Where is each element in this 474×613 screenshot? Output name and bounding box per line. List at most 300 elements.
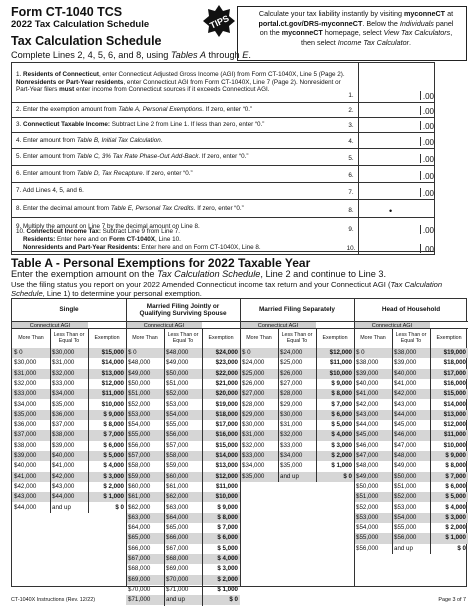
table-row [126, 389, 240, 399]
line-number: 1. [348, 92, 354, 100]
table-row [240, 410, 354, 420]
table-row [240, 430, 354, 440]
table-row [126, 420, 240, 430]
table-row [12, 389, 126, 399]
column-divider [88, 329, 89, 513]
table-row [12, 400, 126, 410]
line-number: 6. [348, 172, 354, 180]
more-than-cell: $27,000 [242, 390, 265, 398]
column-header-exemption: Exemption [94, 334, 120, 341]
less-than-cell: $50,000 [166, 369, 189, 377]
more-than-cell: $26,000 [242, 379, 265, 387]
line-1-amount-field[interactable] [358, 63, 436, 102]
more-than-cell: $31,000 [242, 431, 265, 439]
more-than-cell: $55,000 [356, 534, 379, 542]
more-than-cell: $67,000 [128, 555, 151, 562]
table-row [12, 503, 126, 513]
table-row [240, 451, 354, 461]
more-than-cell: $32,000 [242, 441, 265, 449]
more-than-cell: $48,000 [128, 359, 151, 367]
less-than-cell: $54,000 [394, 513, 417, 521]
cents: .00 [422, 92, 434, 102]
exemption-cell: $ 2,000 [445, 524, 466, 532]
table-row [126, 400, 240, 410]
table-row [126, 482, 240, 492]
table-row [12, 420, 126, 430]
table-row [240, 400, 354, 410]
table-a-title: Table A - Personal Exemptions for 2022 Taxable Year [11, 256, 311, 270]
less-than-cell: $48,000 [394, 452, 417, 459]
less-than-cell: $40,000 [52, 452, 75, 459]
exemption-cell: $17,000 [215, 421, 238, 429]
schedule-line-7 [12, 183, 434, 200]
table-row [12, 358, 126, 368]
tips-badge-icon [203, 5, 235, 37]
exemption-cell: $ 5,000 [103, 452, 124, 459]
less-than-cell: $65,000 [166, 524, 189, 532]
table-row [354, 513, 468, 523]
less-than-cell: $27,000 [280, 379, 303, 387]
exemption-cell: $ 4,000 [445, 503, 466, 511]
column-divider [392, 329, 393, 554]
line-3-amount-field[interactable] [358, 118, 436, 132]
more-than-cell: $36,000 [14, 421, 37, 429]
exemption-cell: $17,000 [443, 369, 466, 377]
less-than-cell: $32,000 [280, 431, 303, 439]
form-header [11, 6, 149, 30]
line-number: 3. [348, 122, 354, 130]
table-row [240, 379, 354, 389]
table-row [354, 492, 468, 502]
less-than-cell: $42,000 [394, 390, 417, 398]
tip-line-2: portal.ct.gov/DRS-myconneCT. Below the Individuals panel [258, 18, 454, 28]
connecticut-agi-header: Connecticut AGI [354, 321, 430, 329]
connecticut-agi-header: Connecticut AGI [126, 321, 202, 329]
more-than-cell: $46,000 [356, 441, 379, 449]
cents: .00 [422, 107, 434, 117]
more-than-cell: $63,000 [128, 513, 151, 521]
more-than-cell: $49,000 [128, 369, 151, 377]
agi-header-blank [316, 321, 354, 329]
filing-status-group [354, 299, 468, 586]
less-than-cell: $46,000 [394, 431, 417, 439]
exemption-cell: $10,000 [101, 400, 124, 408]
less-than-cell: $39,000 [394, 359, 417, 367]
less-than-cell: $41,000 [52, 462, 75, 470]
cents: .00 [422, 245, 434, 255]
cents: .00 [422, 172, 434, 182]
more-than-cell: $59,000 [128, 472, 151, 480]
line-5-amount-field[interactable] [358, 149, 436, 165]
exemption-cell: $14,000 [215, 452, 238, 459]
less-than-cell: $43,000 [52, 482, 75, 490]
line-2-amount-field[interactable] [358, 103, 436, 117]
column-header-exemption: Exemption [208, 334, 234, 341]
table-row [240, 461, 354, 471]
table-row [354, 461, 468, 471]
less-than-cell: $40,000 [394, 369, 417, 377]
exemption-cell: $14,000 [101, 359, 124, 367]
exemption-cell: $ 0 [115, 503, 124, 511]
more-than-cell: $29,000 [242, 410, 265, 418]
line-7-text: 7. Add Lines 4, 5, and 6. [16, 187, 84, 195]
more-than-cell: $31,000 [14, 369, 37, 377]
exemption-cell: $22,000 [215, 369, 238, 377]
exemption-cell: $ 3,000 [217, 565, 238, 573]
exemption-cell: $ 6,000 [331, 410, 352, 418]
less-than-cell: $67,000 [166, 544, 189, 552]
exemption-cell: $15,000 [101, 349, 124, 356]
less-than-cell: $57,000 [166, 441, 189, 449]
less-than-cell: $35,000 [280, 462, 303, 470]
less-than-cell: $34,000 [280, 452, 303, 459]
more-than-cell: $45,000 [356, 431, 379, 439]
column-header-less-than: Less Than or Equal To [167, 331, 199, 344]
table-row [354, 451, 468, 461]
exemption-cell: $ 5,000 [331, 421, 352, 429]
less-than-cell: $37,000 [52, 421, 75, 429]
more-than-cell: $40,000 [14, 462, 37, 470]
exemption-cell: $15,000 [215, 441, 238, 449]
more-than-cell: $37,000 [14, 431, 37, 439]
more-than-cell: $68,000 [128, 565, 151, 573]
more-than-cell: $30,000 [14, 359, 37, 367]
table-row [12, 441, 126, 451]
more-than-cell: $56,000 [128, 441, 151, 449]
more-than-cell: $35,000 [242, 472, 265, 480]
more-than-cell: $41,000 [356, 390, 379, 398]
more-than-cell: $58,000 [128, 462, 151, 470]
exemption-cell: $ 1,000 [103, 493, 124, 501]
column-header-less-than: Less Than or Equal To [395, 331, 427, 344]
table-row [12, 492, 126, 502]
less-than-cell: $62,000 [166, 493, 189, 501]
line-8-amount-field[interactable] [358, 200, 436, 217]
exemption-cell: $ 2,000 [217, 575, 238, 583]
more-than-cell: $33,000 [14, 390, 37, 398]
exemption-cell: $13,000 [443, 410, 466, 418]
tax-calculation-schedule [11, 62, 435, 255]
exemption-cell: $10,000 [443, 441, 466, 449]
less-than-cell: $24,000 [280, 349, 303, 356]
less-than-cell: $50,000 [394, 472, 417, 480]
table-row [354, 389, 468, 399]
table-row [354, 410, 468, 420]
more-than-cell: $35,000 [14, 410, 37, 418]
table-row [126, 533, 240, 543]
more-than-cell: $47,000 [356, 452, 379, 459]
less-than-cell: $59,000 [166, 462, 189, 470]
less-than-cell: $30,000 [280, 410, 303, 418]
cents: .00 [422, 138, 434, 148]
more-than-cell: $43,000 [356, 410, 379, 418]
table-row [240, 348, 354, 358]
tip-box [237, 6, 467, 61]
schedule-line-10 [12, 225, 434, 255]
table-row [126, 595, 240, 605]
column-header-more-than: More Than [246, 334, 272, 341]
table-row [354, 348, 468, 358]
less-than-cell: $36,000 [52, 410, 75, 418]
group-divider [240, 299, 241, 586]
less-than-cell: $44,000 [394, 410, 417, 418]
exemption-cell: $24,000 [215, 349, 238, 356]
table-row [240, 389, 354, 399]
table-row [126, 575, 240, 585]
filing-status-heading: Head of Household [381, 306, 441, 314]
filing-status-group [126, 299, 240, 604]
filing-status-heading: Married Filing Separately [258, 306, 335, 314]
more-than-cell: $62,000 [128, 503, 151, 511]
more-than-cell: $39,000 [14, 452, 37, 459]
more-than-cell: $24,000 [242, 359, 265, 367]
more-than-cell: $ 0 [242, 349, 251, 356]
exemption-cell: $15,000 [443, 390, 466, 398]
less-than-cell: $39,000 [52, 441, 75, 449]
table-row [12, 472, 126, 482]
more-than-cell: $56,000 [356, 544, 379, 552]
exemption-cell: $ 3,000 [331, 441, 352, 449]
exemption-cell: $ 9,000 [445, 452, 466, 459]
table-row [12, 369, 126, 379]
exemption-cell: $ 7,000 [445, 472, 466, 480]
less-than-cell: and up [394, 544, 413, 552]
line-4-text: 4. Enter amount from Table B, Initial Tax Calculation. [16, 136, 163, 144]
exemption-cell: $10,000 [215, 493, 238, 501]
less-than-cell: $33,000 [280, 441, 303, 449]
more-than-cell: $64,000 [128, 524, 151, 532]
table-row [354, 400, 468, 410]
less-than-cell: $31,000 [52, 359, 75, 367]
exemption-cell: $11,000 [215, 482, 238, 490]
less-than-cell: $61,000 [166, 482, 189, 490]
more-than-cell: $42,000 [356, 400, 379, 408]
more-than-cell: $40,000 [356, 379, 379, 387]
footer-page-number: Page 3 of 7 [438, 597, 466, 603]
group-divider [354, 299, 355, 586]
table-row [12, 430, 126, 440]
column-header-less-than: Less Than or Equal To [281, 331, 313, 344]
filing-status-group [12, 299, 126, 586]
line-10-text: 10. Connecticut Income Tax: Subtract Line 9 from Line 7. Residents: Enter here and on Form CT-1040X, Line 10. Nonresidents and Part-Year Residents: Enter here and on Form CT-1040X, Line 8. [16, 228, 261, 251]
filing-status-heading: Single [59, 306, 79, 314]
connecticut-agi-header: Connecticut AGI [240, 321, 316, 329]
less-than-cell: $38,000 [52, 431, 75, 439]
column-divider [50, 329, 51, 513]
exemption-cell: $ 2,000 [331, 452, 352, 459]
schedule-line-10-block [11, 225, 435, 255]
table-row [354, 523, 468, 533]
exemption-cell: $ 8,000 [331, 390, 352, 398]
less-than-cell: $29,000 [280, 400, 303, 408]
exemption-cell: $ 3,000 [103, 472, 124, 480]
exemption-cell: $ 4,000 [217, 555, 238, 562]
line-number: 5. [348, 155, 354, 163]
table-row [12, 348, 126, 358]
less-than-cell: $63,000 [166, 503, 189, 511]
less-than-cell: $58,000 [166, 452, 189, 459]
line-number: 4. [348, 138, 354, 146]
line-number: 8. [348, 207, 354, 215]
table-row [126, 492, 240, 502]
less-than-cell: $56,000 [166, 431, 189, 439]
line-7-amount-field[interactable] [358, 183, 436, 199]
more-than-cell: $44,000 [14, 503, 37, 511]
cents: .00 [422, 122, 434, 132]
exemption-cell: $12,000 [443, 421, 466, 429]
exemption-cell: $ 7,000 [217, 524, 238, 532]
calc-instruction: Complete Lines 2, 4, 5, 6, and 8, using Tables A through E. [11, 50, 251, 60]
column-divider [316, 329, 317, 482]
table-row [354, 441, 468, 451]
exemption-cell: $ 6,000 [103, 441, 124, 449]
table-row [126, 554, 240, 564]
cents: .00 [422, 155, 434, 165]
table-row [354, 430, 468, 440]
schedule-line-6 [12, 166, 434, 183]
more-than-cell: $ 0 [128, 349, 137, 356]
more-than-cell: $53,000 [356, 513, 379, 521]
more-than-cell: $ 0 [14, 349, 23, 356]
table-row [354, 358, 468, 368]
exemption-cell: $16,000 [443, 379, 466, 387]
exemption-cell: $14,000 [443, 400, 466, 408]
schedule-line-5 [12, 149, 434, 166]
less-than-cell: $28,000 [280, 390, 303, 398]
line-number: 2. [348, 107, 354, 115]
more-than-cell: $44,000 [356, 421, 379, 429]
exemption-cell: $ 0 [229, 596, 238, 604]
exemption-cell: $ 9,000 [217, 503, 238, 511]
more-than-cell: $32,000 [14, 379, 37, 387]
less-than-cell: $35,000 [52, 400, 75, 408]
column-header-more-than: More Than [132, 334, 158, 341]
exemption-cell: $ 8,000 [103, 421, 124, 429]
exemption-cell: $10,000 [329, 369, 352, 377]
more-than-cell: $38,000 [356, 359, 379, 367]
line-number: 9. [348, 226, 354, 234]
schedule-line-8 [12, 200, 434, 218]
exemption-cell: $ 1,000 [217, 585, 238, 593]
less-than-cell: $51,000 [166, 379, 189, 387]
table-row [354, 420, 468, 430]
less-than-cell: $52,000 [166, 390, 189, 398]
line-4-amount-field[interactable] [358, 133, 436, 148]
table-row [126, 472, 240, 482]
less-than-cell: $55,000 [394, 524, 417, 532]
less-than-cell: $43,000 [394, 400, 417, 408]
column-divider [430, 329, 431, 554]
line-10-amount-field[interactable] [358, 225, 436, 255]
table-row [126, 369, 240, 379]
table-row [126, 564, 240, 574]
form-title: Form CT-1040 TCS [11, 5, 123, 19]
more-than-cell: $66,000 [128, 544, 151, 552]
exemption-cell: $20,000 [215, 390, 238, 398]
more-than-cell: $48,000 [356, 462, 379, 470]
table-row [126, 513, 240, 523]
less-than-cell: $49,000 [166, 359, 189, 367]
exemption-cell: $ 5,000 [445, 493, 466, 501]
exemption-cell: $18,000 [443, 359, 466, 367]
more-than-cell: $39,000 [356, 369, 379, 377]
table-row [240, 358, 354, 368]
tip-line-4: then select Income Tax Calculator. [300, 37, 411, 47]
less-than-cell: $53,000 [166, 400, 189, 408]
less-than-cell: $55,000 [166, 421, 189, 429]
table-row [354, 369, 468, 379]
connecticut-agi-header: Connecticut AGI [12, 321, 88, 329]
filing-status-heading: Married Filing Jointly or Qualifying Surviving Spouse [139, 302, 227, 317]
exemption-cell: $ 6,000 [445, 482, 466, 490]
less-than-cell: $51,000 [394, 482, 417, 490]
column-header-exemption: Exemption [436, 334, 462, 341]
less-than-cell: $42,000 [52, 472, 75, 480]
more-than-cell: $42,000 [14, 482, 37, 490]
line-number: 10. [346, 245, 356, 253]
more-than-cell: $51,000 [128, 390, 151, 398]
less-than-cell: $64,000 [166, 513, 189, 521]
more-than-cell: $28,000 [242, 400, 265, 408]
less-than-cell: $54,000 [166, 410, 189, 418]
exemption-cell: $12,000 [101, 379, 124, 387]
exemption-cell: $18,000 [215, 410, 238, 418]
less-than-cell: $32,000 [52, 369, 75, 377]
cents: .00 [422, 226, 434, 236]
tips-badge-text: TIPS [208, 13, 231, 31]
less-than-cell: $68,000 [166, 555, 189, 562]
exemption-cell: $ 8,000 [445, 462, 466, 470]
table-row [240, 441, 354, 451]
decimal-point: • [389, 206, 393, 217]
table-row [12, 461, 126, 471]
more-than-cell: $69,000 [128, 575, 151, 583]
line-1-text: 1. Residents of Connecticut, enter Connecticut Adjusted Gross Income (AGI) from Form CT-1040X, Line 5 (Page 2). Nonresidents or Part-Year residents, enter Connecticut AGI from Form CT-1040X, Line 7 (Page 2). Nonresident or Part-Year filers must enter income from Connecticut sources if it exceeds Connecticut AGI. [16, 70, 345, 94]
schedule-line-1 [12, 63, 434, 103]
less-than-cell: $70,000 [166, 575, 189, 583]
less-than-cell: $49,000 [394, 462, 417, 470]
more-than-cell: $61,000 [128, 493, 151, 501]
column-header-less-than: Less Than or Equal To [53, 331, 85, 344]
tip-line-3: on the myconneCT homepage, select View Tax Calculators, [259, 28, 453, 37]
exemption-cell: $ 0 [457, 544, 466, 552]
more-than-cell: $43,000 [14, 493, 37, 501]
agi-header-blank [430, 321, 468, 329]
table-row [240, 369, 354, 379]
exemption-cell: $ 1,000 [331, 462, 352, 470]
exemption-cell: $ 3,000 [445, 513, 466, 521]
form-subtitle: 2022 Tax Calculation Schedule [11, 19, 150, 30]
group-divider [126, 299, 127, 586]
table-row [126, 358, 240, 368]
footer-revision: CT-1040X Instructions (Rev. 12/22) [11, 597, 96, 603]
less-than-cell: $45,000 [394, 421, 417, 429]
table-row [12, 410, 126, 420]
less-than-cell: $25,000 [280, 359, 303, 367]
table-a-instruction: Enter the exemption amount on the Tax Calculation Schedule, Line 2 and continue to Line 3. [11, 269, 387, 279]
line-3-text: 3. Connecticut Taxable Income: Subtract Line 2 from Line 1. If less than zero, enter “0.” [16, 121, 265, 129]
exemption-cell: $ 5,000 [217, 544, 238, 552]
more-than-cell: $50,000 [128, 379, 151, 387]
line-2-text: 2. Enter the exemption amount from Table A, Personal Exemptions. If zero, enter “0.” [16, 106, 253, 114]
table-row [126, 430, 240, 440]
exemption-cell: $ 4,000 [331, 431, 352, 439]
more-than-cell: $34,000 [14, 400, 37, 408]
table-row [12, 482, 126, 492]
table-row [354, 472, 468, 482]
line-6-amount-field[interactable] [358, 166, 436, 182]
column-header-more-than: More Than [360, 334, 386, 341]
